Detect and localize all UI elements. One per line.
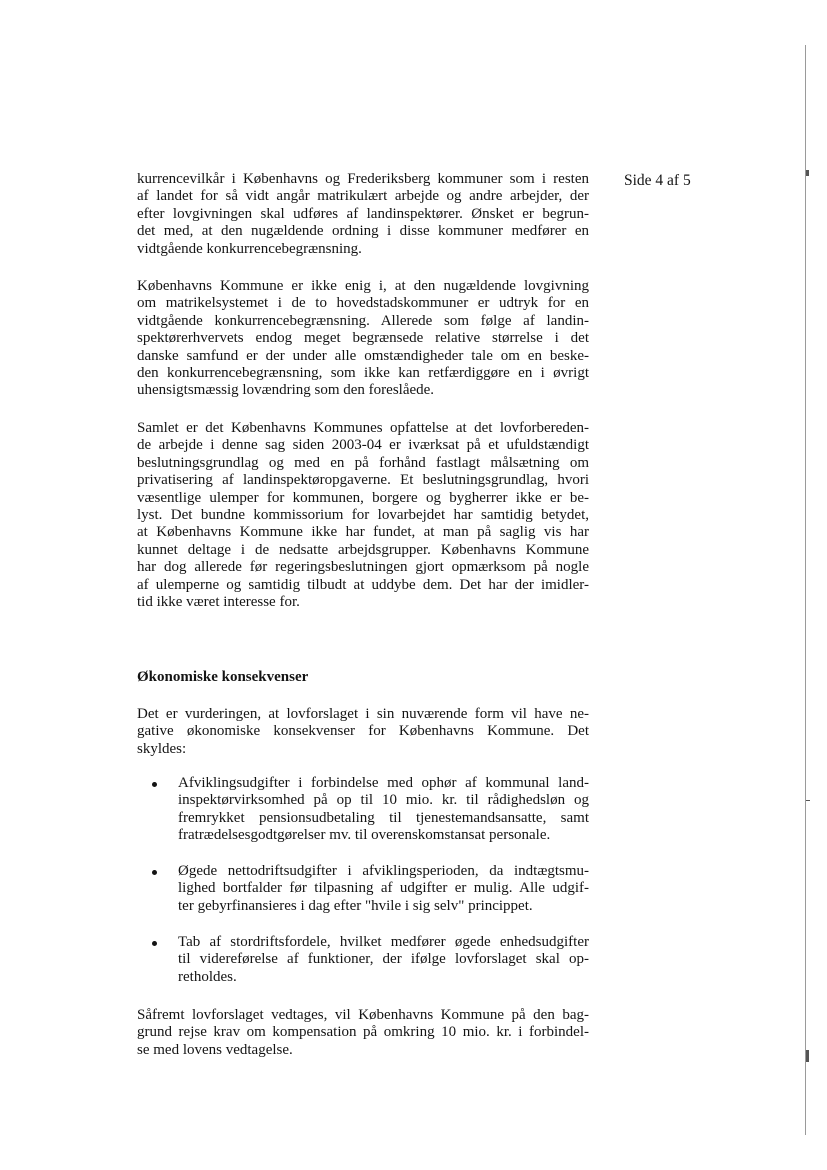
text-line: tid ikke været interesse for. (137, 594, 300, 611)
text-line: det med, at den nugældende ordning i disse kommuner medfører en (137, 223, 589, 240)
text-line: fratrædelsesgodtgørelser mv. til overenskomstansat personale. (178, 827, 551, 844)
text-line: til videreførelse af funktioner, der ifølge lovforslaget skal op- (178, 951, 589, 968)
text-line: Samlet er det Københavns Kommunes opfattelse at det lovforbereden- (137, 420, 589, 436)
text-line: har dog allerede før regeringsbeslutningen gjort opmærksom på nogle (137, 559, 589, 576)
text-line: uhensigtsmæssig lovændring som den foreslåede. (137, 382, 435, 399)
text-line: gative økonomiske konsekvenser for Københavns Kommune. Det (137, 723, 589, 740)
text-line: Afviklingsudgifter i forbindelse med ophør af kommunal land- (178, 775, 589, 791)
page-number: Side 4 af 5 (624, 172, 691, 189)
text-line: Såfremt lovforslaget vedtages, vil Københavns Kommune på den bag- (137, 1007, 589, 1023)
text-line: privatisering af landinspektøropgaverne. Et beslutningsgrundlag, hvori (137, 472, 589, 489)
scan-edge-line (805, 45, 806, 1135)
text-line: Tab af stordriftsfordele, hvilket medfører øgede enhedsudgifter (178, 934, 589, 950)
closing-paragraph (137, 1007, 589, 1059)
text-line: vidtgående konkurrencebegrænsning. Allerede som følge af landin- (137, 312, 589, 329)
text-line: af ulemperne og samtidig tilbudt at uddybe dem. Det har der imidler- (137, 576, 589, 593)
list-item-text (178, 775, 589, 845)
text-line: vidtgående konkurrencebegrænsning. (137, 240, 362, 257)
text-line: kurrencevilkår i Københavns og Frederiksberg kommuner som i resten (137, 171, 589, 187)
bullet-icon (152, 782, 157, 787)
text-line: Københavns Kommune er ikke enig i, at den nugældende lovgivning (137, 278, 589, 294)
text-line: den konkurrencebegrænsning, som ikke kan retfærdiggøre en i øvrigt (137, 365, 589, 382)
text-line: ter gebyrfinansieres i dag efter "hvile i sig selv" princippet. (178, 897, 533, 914)
bullet-icon (152, 941, 157, 946)
text-line: spektørerhvervets endog meget begrænsede relative størrelse i det (137, 330, 589, 347)
text-line: fremrykket pensionsudbetaling til tjenestemandsansatte, samt (178, 809, 589, 826)
text-line: efter lovgivningen skal udføres af landinspektører. Ønsket er begrun- (137, 205, 589, 222)
list-item-text (178, 863, 589, 915)
paragraph-1 (137, 171, 589, 258)
text-line: Det er vurderingen, at lovforslaget i sin nuværende form vil have ne- (137, 706, 589, 722)
text-line: se med lovens vedtagelse. (137, 1041, 293, 1058)
text-line: lyst. Det bundne kommissorium for lovarbejdet har samtidig betydet, (137, 507, 589, 524)
scan-edge-mark (806, 800, 810, 801)
text-line: at Københavns Kommune ikke har fundet, at man på saglig vis har (137, 524, 589, 541)
paragraph-2 (137, 278, 589, 400)
section-heading: Økonomiske konsekvenser (137, 669, 309, 685)
text-line: skyldes: (137, 740, 187, 757)
bullet-icon (152, 870, 157, 875)
text-line: beslutningsgrundlag og med en på forhånd fastlagt målsætning om (137, 454, 589, 471)
text-line: de arbejde i denne sag siden 2003-04 er iværksat på et ufuldstændigt (137, 437, 589, 454)
text-line: inspektørvirksomhed på op til 10 mio. kr. til rådighedsløn og (178, 792, 589, 809)
text-line: Øgede nettodriftsudgifter i afviklingsperioden, da indtægtsmu- (178, 863, 589, 879)
list-item-text (178, 934, 589, 986)
scan-edge-mark (806, 170, 809, 176)
text-line: retholdes. (178, 968, 237, 985)
text-line: af landet for så vidt angår matrikulært arbejde og andre arbejder, der (137, 188, 589, 205)
text-line: kunnet deltage i de nedsatte arbejdsgrupper. Københavns Kommune (137, 541, 589, 558)
text-line: lighed bortfalder før tilpasning af udgifter er mulig. Alle udgif- (178, 880, 589, 897)
text-line: om matrikelsystemet i de to hovedstadskommuner er udtryk for en (137, 295, 589, 312)
paragraph-3 (137, 420, 589, 611)
text-line: væsentlige ulemper for kommunen, borgere og bygherrer ikke er be- (137, 489, 589, 506)
text-line: danske samfund er der under alle omstændigheder tale om en beske- (137, 347, 589, 364)
text-line: grund rejse krav om kompensation på omkring 10 mio. kr. i forbindel- (137, 1024, 589, 1041)
scan-edge-mark (806, 1050, 809, 1062)
section-intro (137, 706, 589, 758)
